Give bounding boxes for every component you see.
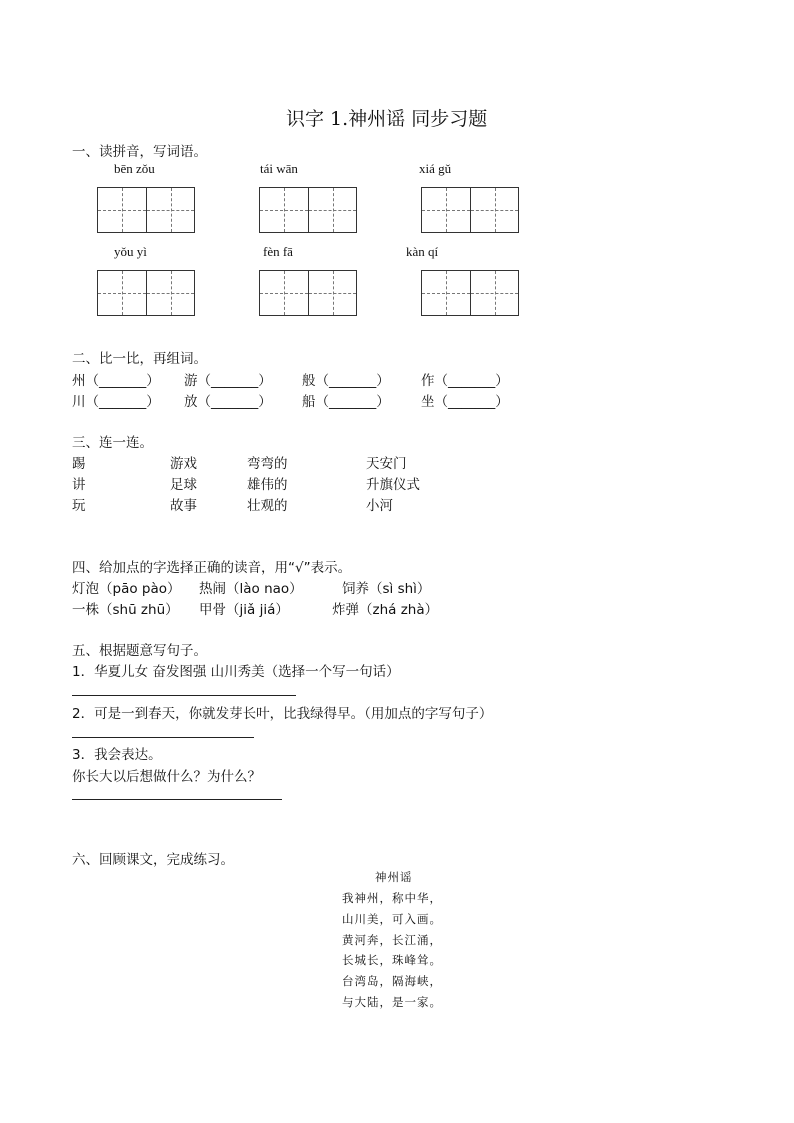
compare-word: 作（_______） bbox=[421, 373, 509, 389]
section-1-heading: 一、读拼音，写词语。 bbox=[72, 144, 207, 160]
match-item[interactable]: 讲 bbox=[72, 477, 86, 493]
compare-word: 川（_______） bbox=[72, 394, 160, 410]
match-item[interactable]: 足球 bbox=[170, 477, 197, 493]
reading-choice[interactable]: 甲骨（jiǎ jiá） bbox=[199, 602, 289, 618]
writing-grid-4[interactable] bbox=[97, 270, 195, 316]
reading-choice[interactable]: 一株（shū zhū） bbox=[72, 602, 179, 618]
answer-line-1[interactable] bbox=[72, 695, 296, 696]
match-item[interactable]: 升旗仪式 bbox=[366, 477, 420, 493]
section-2-heading: 二、比一比，再组词。 bbox=[72, 351, 207, 367]
writing-grid-2[interactable] bbox=[259, 187, 357, 233]
question-2: 2．可是一到春天，你就发芽长叶，比我绿得早。（用加点的字写句子） bbox=[72, 706, 493, 722]
answer-line-3[interactable] bbox=[72, 799, 282, 800]
section-5-heading: 五、根据题意写句子。 bbox=[72, 643, 207, 659]
compare-word: 放（_______） bbox=[184, 394, 272, 410]
pinyin-6: kàn qí bbox=[406, 244, 439, 259]
poem-line: 台湾岛，隔海峡， bbox=[342, 974, 442, 988]
question-3-prompt: 你长大以后想做什么？为什么？ bbox=[72, 769, 261, 785]
poem-line: 与大陆，是一家。 bbox=[342, 995, 442, 1009]
match-item[interactable]: 玩 bbox=[72, 498, 86, 514]
compare-word: 坐（_______） bbox=[421, 394, 509, 410]
match-item[interactable]: 游戏 bbox=[170, 456, 197, 472]
match-item[interactable]: 天安门 bbox=[366, 456, 407, 472]
compare-word: 般（_______） bbox=[302, 373, 390, 389]
poem-line: 我神州，称中华， bbox=[342, 891, 442, 905]
reading-choice[interactable]: 热闹（lào nao） bbox=[199, 581, 303, 597]
pinyin-2: tái wān bbox=[260, 161, 298, 176]
writing-grid-3[interactable] bbox=[421, 187, 519, 233]
compare-word: 船（_______） bbox=[302, 394, 390, 410]
question-1: 1．华夏儿女 奋发图强 山川秀美（选择一个写一句话） bbox=[72, 664, 400, 680]
section-3-heading: 三、连一连。 bbox=[72, 435, 153, 451]
pinyin-5: fèn fā bbox=[263, 244, 293, 259]
match-item[interactable]: 壮观的 bbox=[247, 498, 288, 514]
reading-choice[interactable]: 炸弹（zhá zhà） bbox=[332, 602, 439, 618]
question-3: 3．我会表达。 bbox=[72, 747, 162, 763]
section-4-heading: 四、给加点的字选择正确的读音，用“√”表示。 bbox=[72, 560, 352, 576]
poem-line: 山川美，可入画。 bbox=[342, 912, 442, 926]
reading-choice[interactable]: 饲养（sì shì） bbox=[342, 581, 431, 597]
match-item[interactable]: 小河 bbox=[366, 498, 393, 514]
pinyin-1: bēn zǒu bbox=[114, 161, 155, 176]
writing-grid-1[interactable] bbox=[97, 187, 195, 233]
compare-word: 州（_______） bbox=[72, 373, 160, 389]
match-item[interactable]: 故事 bbox=[170, 498, 197, 514]
match-item[interactable]: 踢 bbox=[72, 456, 86, 472]
match-item[interactable]: 弯弯的 bbox=[247, 456, 288, 472]
pinyin-3: xiá gǔ bbox=[419, 161, 452, 176]
answer-line-2[interactable] bbox=[72, 737, 254, 738]
page-title: 识字 1.神州谣 同步习题 bbox=[286, 108, 488, 130]
match-item[interactable]: 雄伟的 bbox=[247, 477, 288, 493]
poem-line: 长城长，珠峰耸。 bbox=[342, 953, 442, 967]
poem-line: 黄河奔，长江涌， bbox=[342, 933, 442, 947]
writing-grid-6[interactable] bbox=[421, 270, 519, 316]
writing-grid-5[interactable] bbox=[259, 270, 357, 316]
poem-title: 神州谣 bbox=[375, 870, 413, 884]
section-6-heading: 六、回顾课文，完成练习。 bbox=[72, 852, 234, 868]
reading-choice[interactable]: 灯泡（pāo pào） bbox=[72, 581, 181, 597]
compare-word: 游（_______） bbox=[184, 373, 272, 389]
pinyin-4: yǒu yì bbox=[114, 244, 147, 259]
